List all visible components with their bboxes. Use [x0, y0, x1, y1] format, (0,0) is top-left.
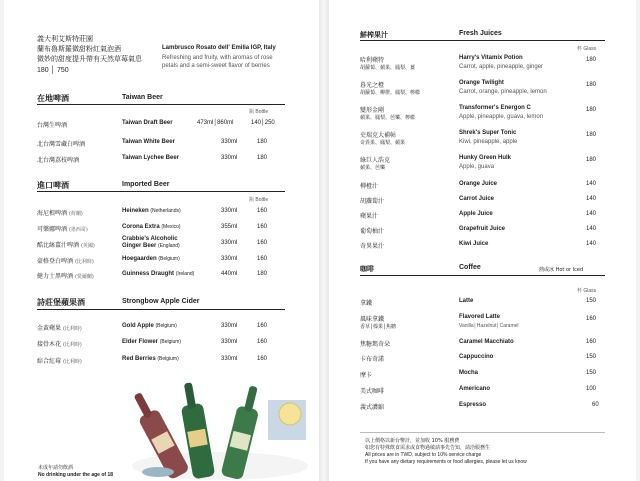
item-price: 140: [586, 181, 597, 187]
item-cn: 金黃蘋果: [37, 325, 62, 332]
item-price: 180: [586, 57, 597, 63]
item-en: Taiwan Lychee Beer: [122, 155, 180, 161]
item-price: 150: [586, 354, 597, 360]
item-en: Orange Juice: [459, 181, 498, 187]
item-cn: 可樂娜啤酒: [37, 226, 68, 233]
item-cn-note: (比利時): [62, 359, 82, 365]
item-price: 180: [586, 132, 597, 138]
item-cn-note: (墨西哥): [68, 227, 88, 233]
item-price: 150: [586, 370, 597, 376]
page-fold: [319, 0, 329, 481]
item-volume: 330ml: [221, 208, 238, 214]
item-cn: 海尼根啤酒: [37, 210, 68, 217]
item-en: Transformer's Energon C: [459, 105, 531, 111]
item-price: 160: [257, 356, 268, 362]
section-divider: [37, 191, 285, 192]
item-en: Americano: [459, 386, 491, 392]
item-en: Cappuccino: [459, 354, 494, 360]
item-cn-sub: 蘋果、芭樂: [360, 165, 386, 171]
item-volume: 330ml: [221, 139, 238, 145]
item-en: Heineken: [122, 208, 149, 214]
item-price: 180: [257, 155, 268, 161]
item-price: 160: [257, 240, 268, 246]
item-volume: 330ml: [221, 323, 238, 329]
item-en: Carrot Juice: [459, 196, 495, 202]
item-cn: 卡布奇諾: [360, 356, 385, 363]
section-title-en: Fresh Juices: [459, 30, 502, 37]
item-en: Hoegaarden: [122, 256, 157, 262]
item-cn: 北台灣荔枝啤酒: [37, 157, 80, 164]
item-price: 180: [586, 107, 597, 113]
item-en: Elder Flower: [122, 339, 159, 345]
item-en-note: (Ireland): [175, 271, 195, 277]
item-price: 160: [257, 224, 268, 230]
section-title-cn: 鮮榨果汁: [360, 31, 388, 39]
item-en: Corona Extra: [122, 224, 160, 230]
item-price: 160: [257, 339, 268, 345]
item-price: 160: [257, 256, 268, 262]
unit-label: 杯 Glass: [577, 288, 597, 294]
item-cn: 風味拿鐵: [360, 316, 385, 323]
item-price: 160: [257, 323, 268, 329]
left-menu-page: [4, 0, 319, 481]
item-cn: 蘋果汁: [360, 213, 379, 220]
item-cn-sub: 胡蘿蔔、蘋果、鳳梨、薑: [360, 65, 416, 71]
item-en: Caramel Macchiato: [459, 339, 514, 345]
item-en-sub: Apple, guava: [459, 164, 495, 170]
item-en: Latte: [459, 298, 474, 304]
section-divider: [360, 275, 605, 276]
item-price: 140: [586, 226, 597, 232]
item-en-note: (England): [158, 243, 180, 249]
item-cn: 美式咖啡: [360, 388, 385, 395]
temperature-note: 熱或冰 Hot or Iced: [539, 267, 584, 273]
item-cn-sub: 胡蘿蔔、柳橙、鳳梨、檸檬: [360, 90, 421, 96]
item-cn-sub: 香草│榛果│焦糖: [360, 324, 397, 330]
unit-label: 杯 Glass: [577, 46, 597, 52]
note-line: 如您有特殊飲食需求或食物過敏請事先告知，請洽服務生: [365, 445, 491, 451]
item-en: Hunky Green Hulk: [459, 155, 512, 161]
section-title-en: Strongbow Apple Cider: [122, 298, 200, 305]
section-title-en: Coffee: [459, 264, 481, 271]
cider-bottles-illustration: [130, 378, 319, 481]
notes-divider: [360, 432, 605, 433]
item-en: Grapefruit Juice: [459, 226, 506, 232]
item-en: Taiwan Draft Beer: [122, 120, 173, 126]
item-cn: 健力士黑啤酒: [37, 273, 74, 280]
item-cn-note: (荷蘭): [68, 211, 83, 217]
item-price: 180: [586, 82, 597, 88]
item-en: Espresso: [459, 402, 487, 408]
item-price: 140: [586, 241, 597, 247]
note-line: If you have any dietary requirements or food allergies, please let us know: [365, 459, 527, 465]
item-en: Guinness Draught: [122, 271, 175, 277]
item-en-note: (Mexico): [161, 224, 181, 230]
item-cn: 胡蘿蔔汁: [360, 198, 385, 205]
unit-label: 瓶 Bottle: [249, 109, 269, 115]
item-cn-sub: 蘋果、鳳梨、芭樂、檸檬: [360, 115, 416, 121]
wine-cn-line-1: 義大利艾斯特莊園: [37, 35, 93, 43]
section-divider: [37, 104, 285, 105]
item-en: Taiwan White Beer: [122, 139, 175, 145]
item-en-sub: Apple, pineapple, guava, lemon: [459, 114, 544, 120]
item-volume: 355ml: [221, 224, 238, 230]
item-cn: 柳橙汁: [360, 183, 379, 190]
item-cn: 義式濃縮: [360, 404, 385, 411]
item-price: 180: [257, 271, 268, 277]
item-cn-note: (英國): [80, 243, 95, 249]
item-price: 180: [586, 157, 597, 163]
item-volume: 330ml: [221, 240, 238, 246]
item-cn: 變形金剛: [360, 107, 385, 114]
unit-label: 瓶 Bottle: [249, 197, 269, 203]
item-en: Mocha: [459, 370, 479, 376]
item-en-line-2: Ginger Beer: [122, 243, 157, 249]
item-cn: 奇異果汁: [360, 243, 385, 250]
item-price: 180: [257, 139, 268, 145]
note-line: 以上價格以新台幣計，並加收 10% 服務費: [365, 438, 460, 444]
item-cn: 接骨木花: [37, 341, 62, 348]
item-volume: 330ml: [221, 155, 238, 161]
item-cn: 史瑞克大補帖: [360, 132, 397, 139]
item-en: Harry's Vitamix Potion: [459, 55, 523, 61]
section-title-cn: 在地啤酒: [37, 94, 69, 103]
item-cn: 酷比絲薑汁啤酒: [37, 242, 80, 249]
item-en-sub: Carrot, apple, pineapple, ginger: [459, 64, 544, 70]
item-cn: 拿鐵: [360, 300, 373, 307]
wine-cn-line-3: 微妙的甜度提升帶有天然草莓氣息: [37, 55, 142, 63]
item-volume: 473ml│860ml: [197, 120, 234, 126]
section-divider: [360, 40, 605, 41]
item-price: 60: [592, 402, 599, 408]
item-en-note: (Belgium): [159, 339, 182, 345]
item-cn-sub: 奇異果、鳳梨、蘋果: [360, 140, 406, 146]
item-cn: 焦糖瑪奇朵: [360, 341, 391, 348]
section-title-en: Taiwan Beer: [122, 94, 163, 101]
item-cn: 哈利蘋特: [360, 57, 385, 64]
item-cn-note: (比利時): [74, 259, 94, 265]
section-title-cn: 咖啡: [360, 265, 374, 273]
age-warning-cn: 未成年請勿飲酒: [38, 465, 74, 471]
item-en-note: (Belgium): [155, 323, 177, 329]
section-title-cn: 詩莊堡蘋果酒: [37, 298, 85, 307]
item-volume: 440ml: [221, 271, 238, 277]
wine-name: Lambrusco Rosato dell' Emilia IGP, Italy: [162, 45, 276, 51]
wine-price: 180 │ 750: [37, 67, 69, 74]
item-price: 160: [586, 316, 597, 322]
item-en: Apple Juice: [459, 211, 493, 217]
item-volume: 330ml: [221, 356, 238, 362]
item-en: Kiwi Juice: [459, 241, 489, 247]
item-cn: 台灣生啤酒: [37, 122, 68, 129]
section-title-cn: 進口啤酒: [37, 181, 69, 190]
item-en: Orange Twilight: [459, 80, 504, 86]
item-en: Red Berries: [122, 356, 156, 362]
wine-cn-line-2: 蘭布魯斯羅微甜粉紅氣泡酒: [37, 45, 121, 53]
item-cn-note: (愛爾蘭): [74, 274, 94, 280]
item-en-sub: Kiwi, pineapple, apple: [459, 139, 518, 145]
item-price: 160: [586, 339, 597, 345]
item-cn: 綠巨人浩克: [360, 157, 391, 164]
item-en-sub: Vanilla│Hazelnut│Caramel: [459, 323, 519, 329]
item-en: Flavored Latte: [459, 314, 501, 320]
item-en-note: (Netherlands): [150, 208, 181, 214]
item-cn: 綜合紅莓: [37, 358, 62, 365]
age-warning-en: No drinking under the age of 18: [38, 472, 114, 478]
item-cn-note: (比利時): [62, 342, 82, 348]
item-en-note: (Belgium): [157, 356, 179, 362]
section-title-en: Imported Beer: [122, 181, 170, 188]
item-volume: 330ml: [221, 339, 238, 345]
item-cn: 葡萄柚汁: [360, 228, 385, 235]
item-cn: 摩卡: [360, 372, 373, 379]
item-price: 140: [586, 196, 597, 202]
right-menu-page: [329, 0, 636, 481]
item-price: 160: [257, 208, 268, 214]
item-price: 140│250: [251, 120, 275, 126]
item-volume: 330ml: [221, 256, 238, 262]
item-price: 150: [586, 298, 597, 304]
item-cn: 北台灣雪藏白啤酒: [37, 141, 86, 148]
section-divider: [37, 309, 285, 310]
item-price: 100: [586, 386, 597, 392]
item-en-sub: Carrot, orange, pineapple, lemon: [459, 89, 547, 95]
item-en-note: (Belgium): [158, 256, 180, 262]
wine-desc-1: Refreshing and fruity, with aromas of rose: [162, 55, 273, 61]
note-line: All prices are in TWD, subject to 10% service charge: [365, 452, 482, 458]
item-en: Shrek's Super Tonic: [459, 130, 517, 136]
wine-desc-2: petals and a semi-sweet flavor of berries: [162, 63, 270, 69]
item-price: 140: [586, 211, 597, 217]
item-cn-note: (比利時): [62, 326, 82, 332]
item-cn: 暮光之橙: [360, 82, 385, 89]
item-cn: 豪格登白啤酒: [37, 258, 74, 265]
item-en: Crabbie's Alcoholic: [122, 236, 178, 242]
item-en: Gold Apple: [122, 323, 154, 329]
